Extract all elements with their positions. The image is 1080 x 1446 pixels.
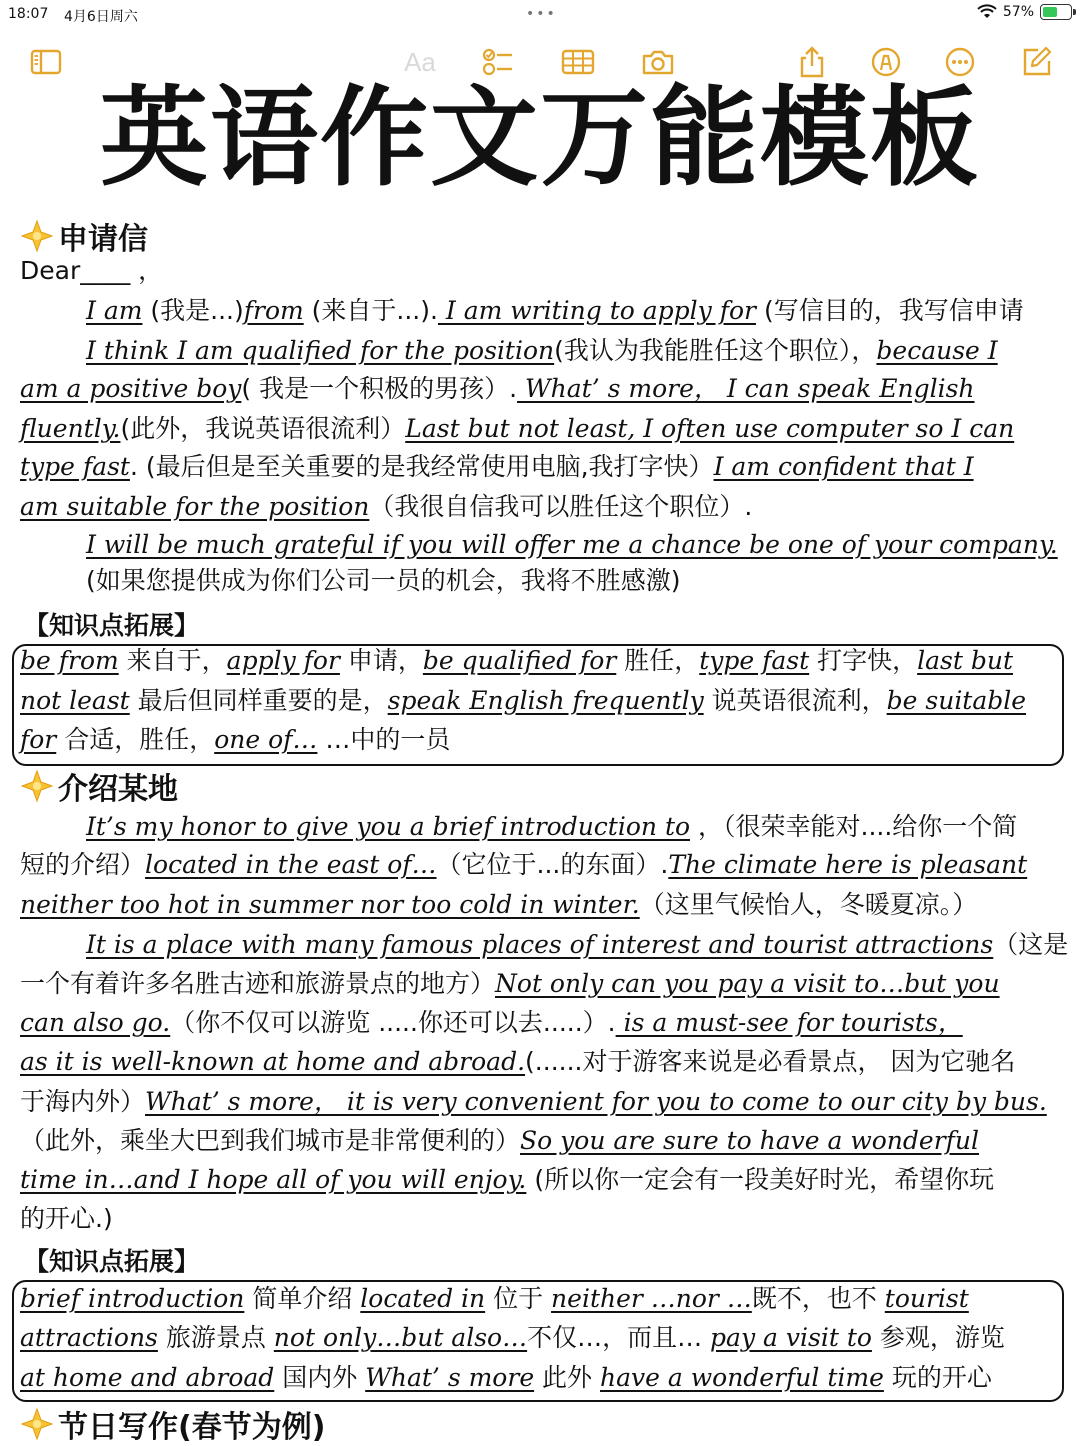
- text-line: [86, 530, 1058, 560]
- knowledge-heading: 【知识点拓展】: [24, 611, 200, 640]
- knowledge-line: [20, 646, 1013, 676]
- english-phrase: not only…but also…: [273, 1323, 528, 1352]
- text-line: [20, 850, 1027, 880]
- section-heading-introduce-place: [20, 764, 178, 808]
- chinese-text: ，（很荣幸能对....给你一个简: [690, 812, 1018, 841]
- text-line: [20, 1126, 979, 1156]
- chinese-text: (此外，我说英语很流利）: [120, 414, 406, 443]
- text-line: [20, 890, 977, 920]
- english-phrase: I am: [86, 296, 143, 325]
- english-phrase: last but: [917, 646, 1014, 675]
- chinese-text: 国内外: [274, 1363, 366, 1392]
- text-line: [20, 414, 1014, 444]
- english-phrase: pay a visit to: [710, 1323, 872, 1352]
- english-phrase: tourist: [884, 1284, 969, 1313]
- knowledge-line: [20, 1363, 992, 1393]
- sparkle-star-icon: [20, 769, 54, 803]
- chinese-text: 既不，也不: [751, 1284, 885, 1313]
- wifi-icon: [977, 4, 997, 20]
- chinese-text: Dear____ ，: [20, 256, 164, 285]
- chinese-text: 的开心.): [20, 1204, 113, 1233]
- chinese-text: 参观，游览: [871, 1323, 1005, 1352]
- english-phrase: What’ s more: [365, 1363, 535, 1392]
- english-phrase: for: [20, 725, 57, 754]
- text-line: [20, 452, 974, 482]
- status-date: 4月6日周六: [64, 9, 138, 25]
- chinese-text: （我很自信我可以胜任这个职位）.: [369, 492, 753, 521]
- text-line: [20, 1008, 963, 1038]
- english-phrase: It’s my honor to give you a brief introduction to: [86, 812, 691, 841]
- text-line: [86, 336, 998, 366]
- chinese-text: 位于: [485, 1284, 552, 1313]
- sparkle-star-icon: [20, 219, 54, 253]
- english-phrase: Not only can you pay a visit to…but you: [495, 969, 1000, 998]
- status-time: 18:07: [8, 6, 49, 22]
- english-phrase: type fast: [20, 452, 130, 481]
- english-phrase: located in the east of…: [145, 850, 437, 879]
- text-line: [20, 969, 1000, 999]
- chinese-text: . (最后但是至关重要的是我经常使用电脑,我打字快）: [129, 452, 714, 481]
- chinese-text: （这里气候怡人，冬暖夏凉。）: [639, 890, 978, 919]
- chinese-text: 一个有着许多名胜古迹和旅游景点的地方）: [20, 969, 496, 998]
- chinese-text: (......对于游客来说是必看景点， 因为它驰名: [525, 1047, 1016, 1076]
- english-phrase: am suitable for the position: [20, 492, 370, 521]
- chinese-text: (如果您提供成为你们公司一员的机会，我将不胜感激): [86, 566, 681, 595]
- chinese-text: （你不仅可以游览 .....你还可以去.....）.: [170, 1008, 616, 1037]
- english-phrase: brief introduction: [20, 1284, 245, 1313]
- english-phrase: can also go.: [20, 1008, 171, 1037]
- english-phrase: one of…: [214, 725, 318, 754]
- section-heading-application-letter: [20, 214, 148, 258]
- chinese-text: 最后但同样重要的是，: [129, 686, 388, 715]
- english-phrase: neither …nor …: [551, 1284, 752, 1313]
- knowledge-line: [20, 725, 450, 755]
- text-line: [20, 256, 163, 286]
- text-line: [20, 1087, 1047, 1117]
- page-title: 英语作文万能模板: [99, 76, 980, 201]
- english-phrase: It is a place with many famous places of interest and tourist attractions: [86, 930, 994, 959]
- chinese-text: 短的介绍）: [20, 850, 146, 879]
- chinese-text: 合适，胜任，: [56, 725, 215, 754]
- english-phrase: speak English frequently: [387, 686, 704, 715]
- chinese-text: （这是: [993, 930, 1069, 959]
- chinese-text: 打字快，: [809, 646, 918, 675]
- section-heading-text: 申请信: [58, 222, 148, 257]
- chinese-text: 胜任，: [616, 646, 700, 675]
- chinese-text: （它位于...的东面）.: [436, 850, 669, 879]
- text-line: [20, 1204, 113, 1234]
- text-line: [86, 812, 1017, 842]
- english-phrase: as it is well-known at home and abroad.: [20, 1047, 526, 1076]
- english-phrase: What’ s more， I can speak English: [517, 374, 975, 403]
- knowledge-heading: 【知识点拓展】: [24, 1247, 200, 1276]
- knowledge-line: [20, 1323, 1005, 1353]
- english-phrase: is a must-see for tourists，: [615, 1008, 963, 1037]
- sparkle-star-icon: [20, 1407, 54, 1441]
- text-line: [20, 1165, 994, 1195]
- battery-icon: [1040, 4, 1072, 20]
- section-heading-text: 节日写作(春节为例): [58, 1410, 326, 1445]
- section-heading-text: 介绍某地: [58, 772, 178, 807]
- english-phrase: fluently.: [20, 414, 121, 443]
- chinese-text: 此外: [534, 1363, 601, 1392]
- text-line: [20, 1047, 1015, 1077]
- text-line: [86, 566, 681, 596]
- english-phrase: neither too hot in summer nor too cold in winter.: [20, 890, 640, 919]
- english-phrase: have a wonderful time: [600, 1363, 884, 1392]
- english-phrase: time in…and I hope all of you will enjoy.: [20, 1165, 527, 1194]
- english-phrase: I will be much grateful if you will offer me a chance be one of your company.: [86, 530, 1058, 559]
- text-line: [86, 296, 1024, 326]
- english-phrase: at home and abroad: [20, 1363, 275, 1392]
- status-bar: [0, 0, 1080, 28]
- chinese-text: ( 我是一个积极的男孩）.: [241, 374, 518, 403]
- chinese-text: …中的一员: [317, 725, 451, 754]
- english-phrase: I think I am qualified for the position: [86, 336, 555, 365]
- english-phrase: not least: [20, 686, 130, 715]
- text-line: [86, 930, 1068, 960]
- english-phrase: attractions: [20, 1323, 158, 1352]
- english-phrase: The climate here is pleasant: [668, 850, 1028, 879]
- chinese-text: 旅游景点: [157, 1323, 274, 1352]
- english-phrase: What’ s more， it is very convenient for you to come to our city by bus.: [145, 1087, 1047, 1116]
- chinese-text: 申请，: [339, 646, 423, 675]
- english-phrase: So you are sure to have a wonderful: [520, 1126, 979, 1155]
- format-label: Aa: [404, 46, 436, 77]
- english-phrase: am a positive boy: [20, 374, 242, 403]
- chinese-text: 于海内外）: [20, 1087, 146, 1116]
- multitask-dots-icon[interactable]: •••: [526, 6, 557, 22]
- chinese-text: (我是...): [142, 296, 244, 325]
- knowledge-line: [20, 1284, 969, 1314]
- english-phrase: from: [243, 296, 304, 325]
- text-line: [20, 492, 752, 522]
- chinese-text: 来自于，: [118, 646, 227, 675]
- chinese-text: 简单介绍: [244, 1284, 361, 1313]
- knowledge-line: [20, 686, 1026, 716]
- text-line: [20, 374, 975, 404]
- chinese-text: 玩的开心: [883, 1363, 992, 1392]
- chinese-text: 不仅…，而且…: [527, 1323, 711, 1352]
- english-phrase: located in: [360, 1284, 486, 1313]
- english-phrase: I am confident that I: [713, 452, 974, 481]
- english-phrase: apply for: [226, 646, 340, 675]
- compose-note-icon[interactable]: [1016, 42, 1056, 82]
- chinese-text: (来自于...).: [303, 296, 438, 325]
- battery-percent: 57%: [1002, 4, 1034, 20]
- chinese-text: 说英语很流利，: [703, 686, 887, 715]
- chinese-text: (我认为我能胜任这个职位），: [554, 336, 877, 365]
- english-phrase: be from: [20, 646, 119, 675]
- english-phrase: Last but not least, I often use computer so I can: [405, 414, 1015, 443]
- chinese-text: （此外，乘坐大巴到我们城市是非常便利的）: [20, 1126, 521, 1155]
- section-heading-festival-writing: [20, 1402, 325, 1446]
- english-phrase: I am writing to apply for: [437, 296, 756, 325]
- chinese-text: (写信目的，我写信申请: [756, 296, 1024, 325]
- sidebar-toggle-icon[interactable]: [26, 42, 66, 82]
- english-phrase: be suitable: [886, 686, 1027, 715]
- english-phrase: type fast: [699, 646, 810, 675]
- english-phrase: be qualified for: [422, 646, 617, 675]
- chinese-text: (所以你一定会有一段美好时光，希望你玩: [526, 1165, 995, 1194]
- english-phrase: because I: [876, 336, 998, 365]
